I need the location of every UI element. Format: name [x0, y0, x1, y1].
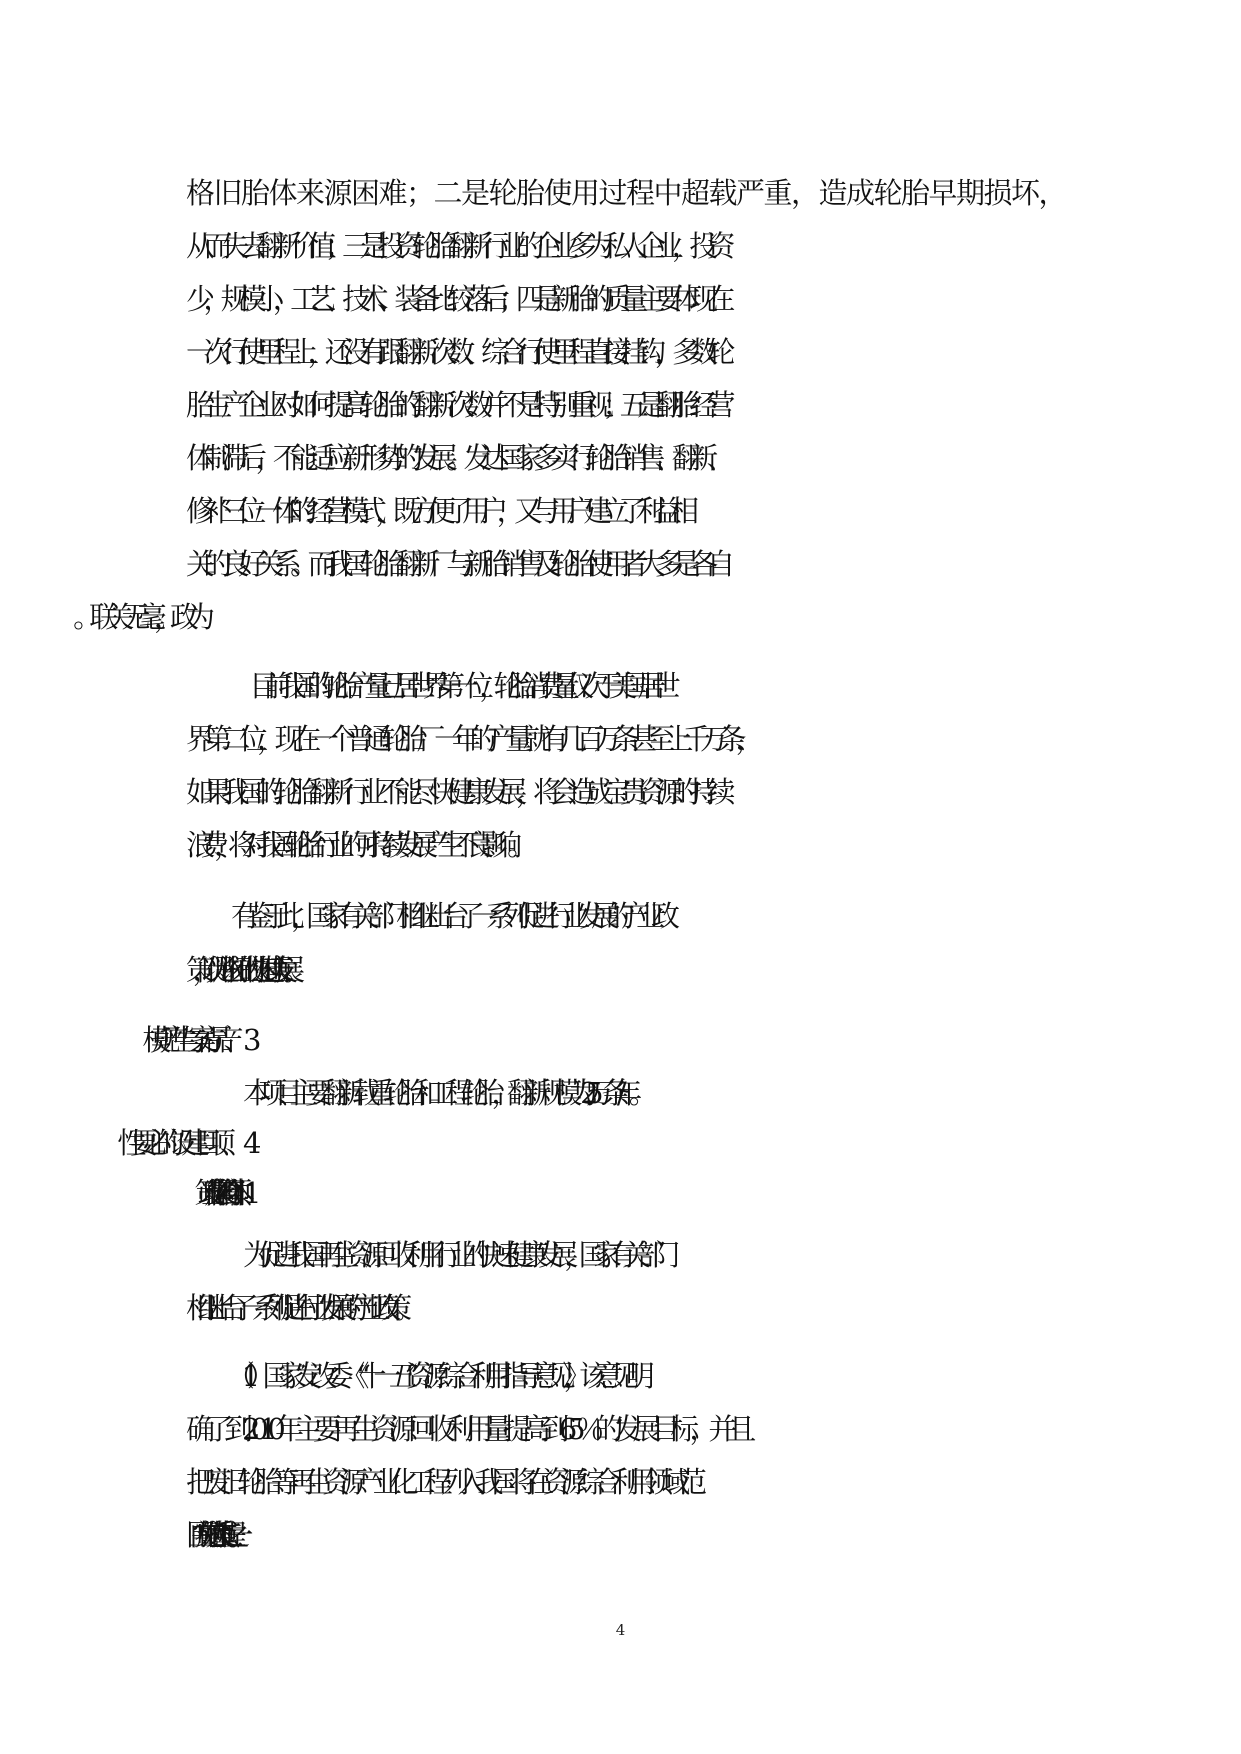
text-line: 少，规模小，工艺、技术、装备比较落后；四是新胎的质量主要体现在	[186, 282, 724, 316]
text-line: 策，以促进该行业的快速健康发展。	[186, 953, 290, 987]
text-line: 胎生产企业对如何提高轮胎的翻新次数并不是特别重视；五是翻胎经营	[186, 388, 724, 422]
text-line: 浪费，将对我国轮胎行业的可持续发展产生不良影响。	[186, 828, 522, 862]
text-line: 体制滞后，不能适应新形势的发展。发达国家多实行轮胎销售、翻新、	[186, 441, 724, 475]
text-line: 确了到 2010 年主要再生资源回收利用量提高到 65％的发展目标，并且	[186, 1412, 747, 1446]
text-line: 修补″三位一体″的经营模式，既方便了用户，又与用户建立了利益相	[186, 494, 688, 528]
text-line: 围内实施的六大重点工程之一。	[186, 1518, 231, 1552]
text-line: 有鉴于此，国家有关部门相继出台了一系列促进行业发展的产业政	[231, 899, 667, 933]
text-line: 从而失去翻新价值；三是投资轮胎翻新行业的企业多为私人企业，投资	[186, 229, 724, 263]
text-line: 目前我国的轮胎产量已居世界第一位，轮胎消费量仅次于美国居世	[249, 669, 667, 703]
text-line: 界第二位，现在一个普通轮胎厂一年的产量就有几百万条甚至上千万条，	[186, 722, 754, 756]
text-line	[186, 597, 1241, 637]
text-line: 为促进我国再生资源回收利用行业的快速健康发展，国家有关部门	[243, 1238, 667, 1272]
section-heading	[243, 1020, 1241, 1060]
subsection-heading	[243, 1173, 1241, 1213]
text-line: 本项目主要翻新载重轮胎和工程轮胎，翻新规模为 25 万条/年。	[243, 1076, 645, 1110]
text-line: 把废旧轮胎等再生资源产业化工程列入我国将在资源综合利用领域范	[186, 1465, 696, 1499]
text-line: （1）国家发改委《“十一五”资源综合利用指导意见》，该意见明	[226, 1359, 642, 1393]
page-number: 4	[615, 1621, 626, 1639]
text-line: 关的良好关系。而我国轮胎翻新厂与新胎销售及轮胎使用者大多是各自	[186, 547, 724, 581]
section-heading	[243, 1123, 1241, 1163]
text-line: 如果我国的轮胎翻新行业不能尽快健康发展，将会造成宝贵资源的持续	[186, 775, 724, 809]
text-line: 格旧胎体来源困难；二是轮胎使用过程中超载严重，造成轮胎早期损坏，	[186, 176, 1067, 210]
text-line: 相继出台了一系列促进行业发展的产业政策。	[186, 1291, 406, 1325]
text-line: 一次行使里程上，还没有跟翻新次数、综合行使里程直接挂钩，多数轮	[186, 335, 724, 369]
